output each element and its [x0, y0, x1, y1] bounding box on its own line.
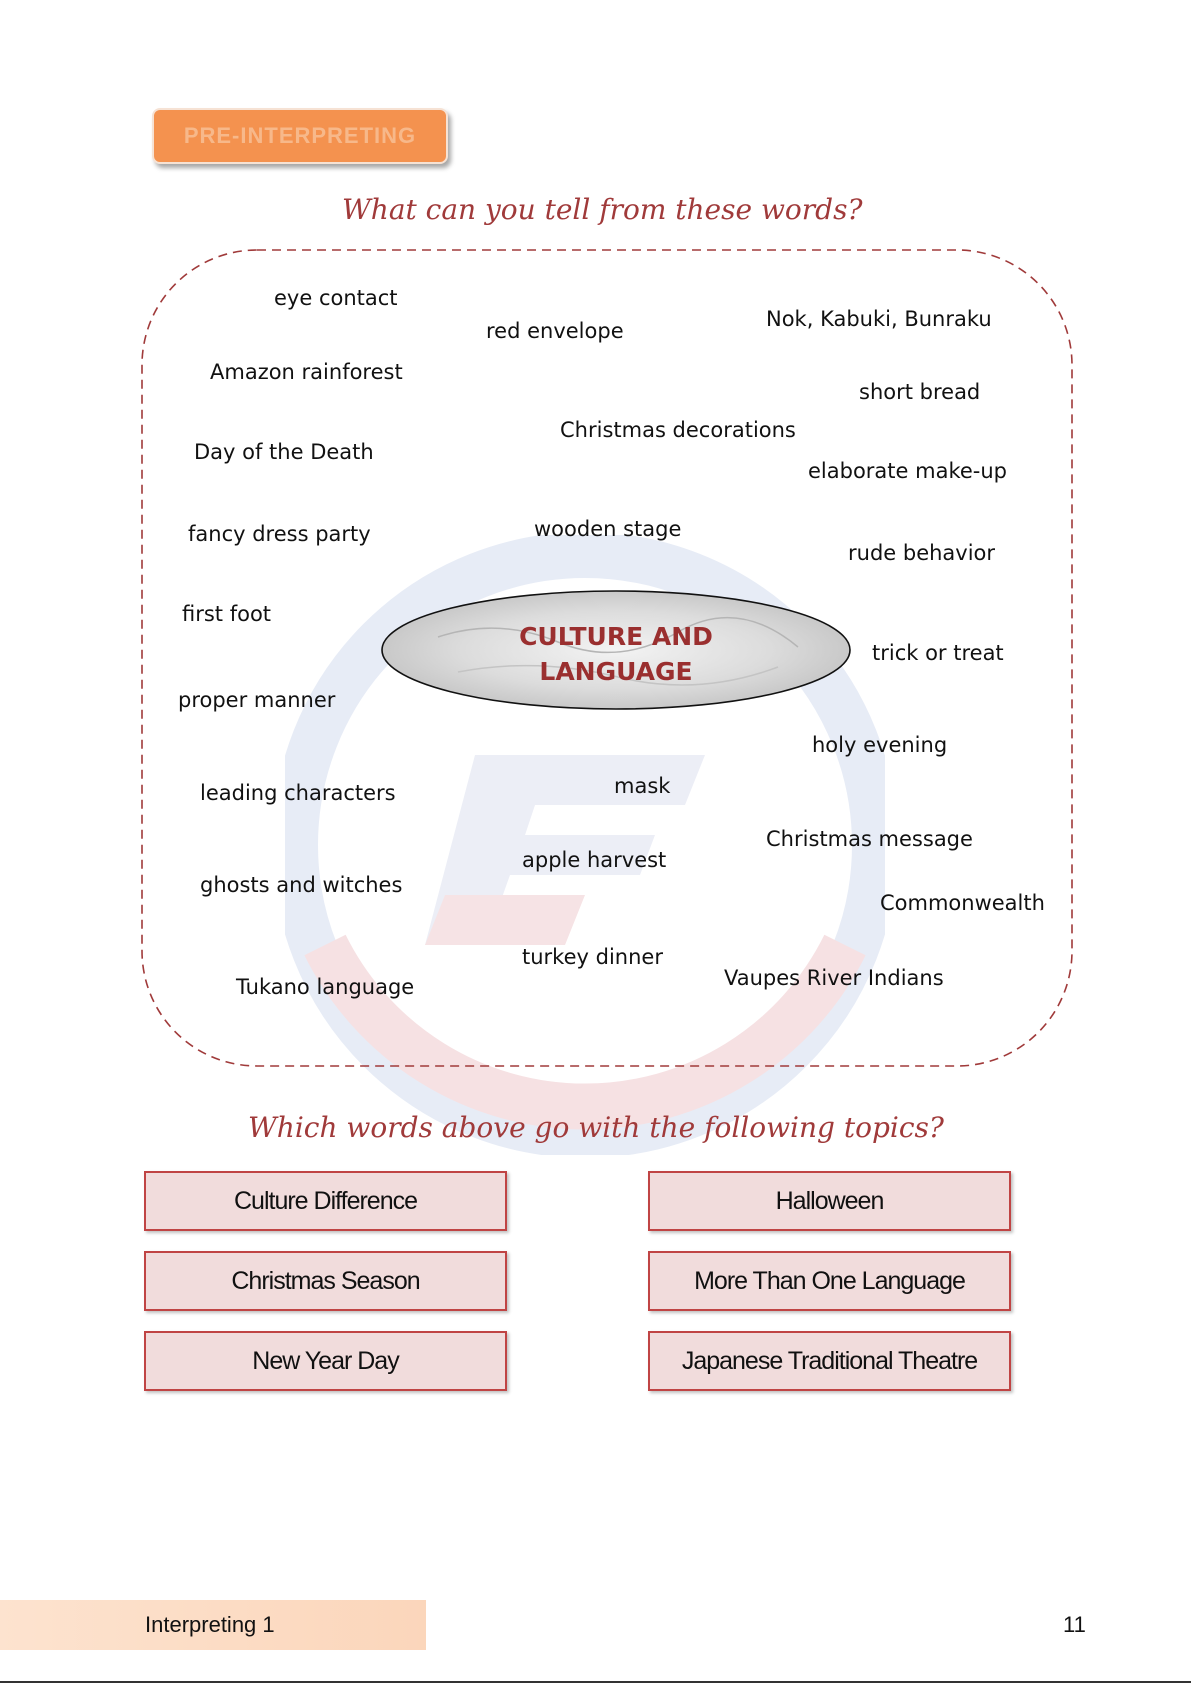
- word-item: fancy dress party: [188, 522, 371, 546]
- word-item: red envelope: [486, 319, 624, 343]
- center-ellipse: [378, 587, 854, 713]
- word-item: Amazon rainforest: [210, 360, 403, 384]
- word-item: elaborate make-up: [808, 459, 1008, 483]
- section-tag: PRE-INTERPRETING: [152, 108, 448, 164]
- center-label-line2: LANGUAGE: [539, 657, 693, 686]
- word-item: ghosts and witches: [200, 873, 403, 897]
- prompt-bottom: Which words above go with the following topics?: [248, 1111, 944, 1144]
- word-item: turkey dinner: [522, 945, 663, 969]
- word-item: Vaupes River Indians: [724, 966, 944, 990]
- word-item: Christmas message: [766, 827, 973, 851]
- topic-box: Halloween: [648, 1171, 1011, 1231]
- word-item: apple harvest: [522, 848, 667, 872]
- footer-course: Interpreting 1: [145, 1612, 275, 1637]
- word-item: rude behavior: [848, 541, 996, 565]
- prompt-top: What can you tell from these words?: [342, 193, 863, 226]
- topic-box: Culture Difference: [144, 1171, 507, 1231]
- word-item: mask: [614, 774, 671, 798]
- bottom-rule: [0, 1681, 1191, 1683]
- word-item: eye contact: [274, 286, 398, 310]
- word-item: proper manner: [178, 688, 336, 712]
- word-item: first foot: [182, 602, 272, 626]
- word-item: trick or treat: [872, 641, 1004, 665]
- word-item: Day of the Death: [194, 440, 374, 464]
- word-item: Commonwealth: [880, 891, 1045, 915]
- word-item: leading characters: [200, 781, 396, 805]
- word-item: Nok, Kabuki, Bunraku: [766, 307, 992, 331]
- word-item: holy evening: [812, 733, 948, 757]
- topic-box: Japanese Traditional Theatre: [648, 1331, 1011, 1391]
- word-item: wooden stage: [534, 517, 682, 541]
- topic-box: Christmas Season: [144, 1251, 507, 1311]
- topic-box: New Year Day: [144, 1331, 507, 1391]
- word-item: Tukano language: [236, 975, 415, 999]
- page-number: 11: [1063, 1612, 1086, 1637]
- center-label-line1: CULTURE AND: [519, 622, 713, 651]
- word-item: short bread: [859, 380, 981, 404]
- topic-box: More Than One Language: [648, 1251, 1011, 1311]
- word-item: Christmas decorations: [560, 418, 796, 442]
